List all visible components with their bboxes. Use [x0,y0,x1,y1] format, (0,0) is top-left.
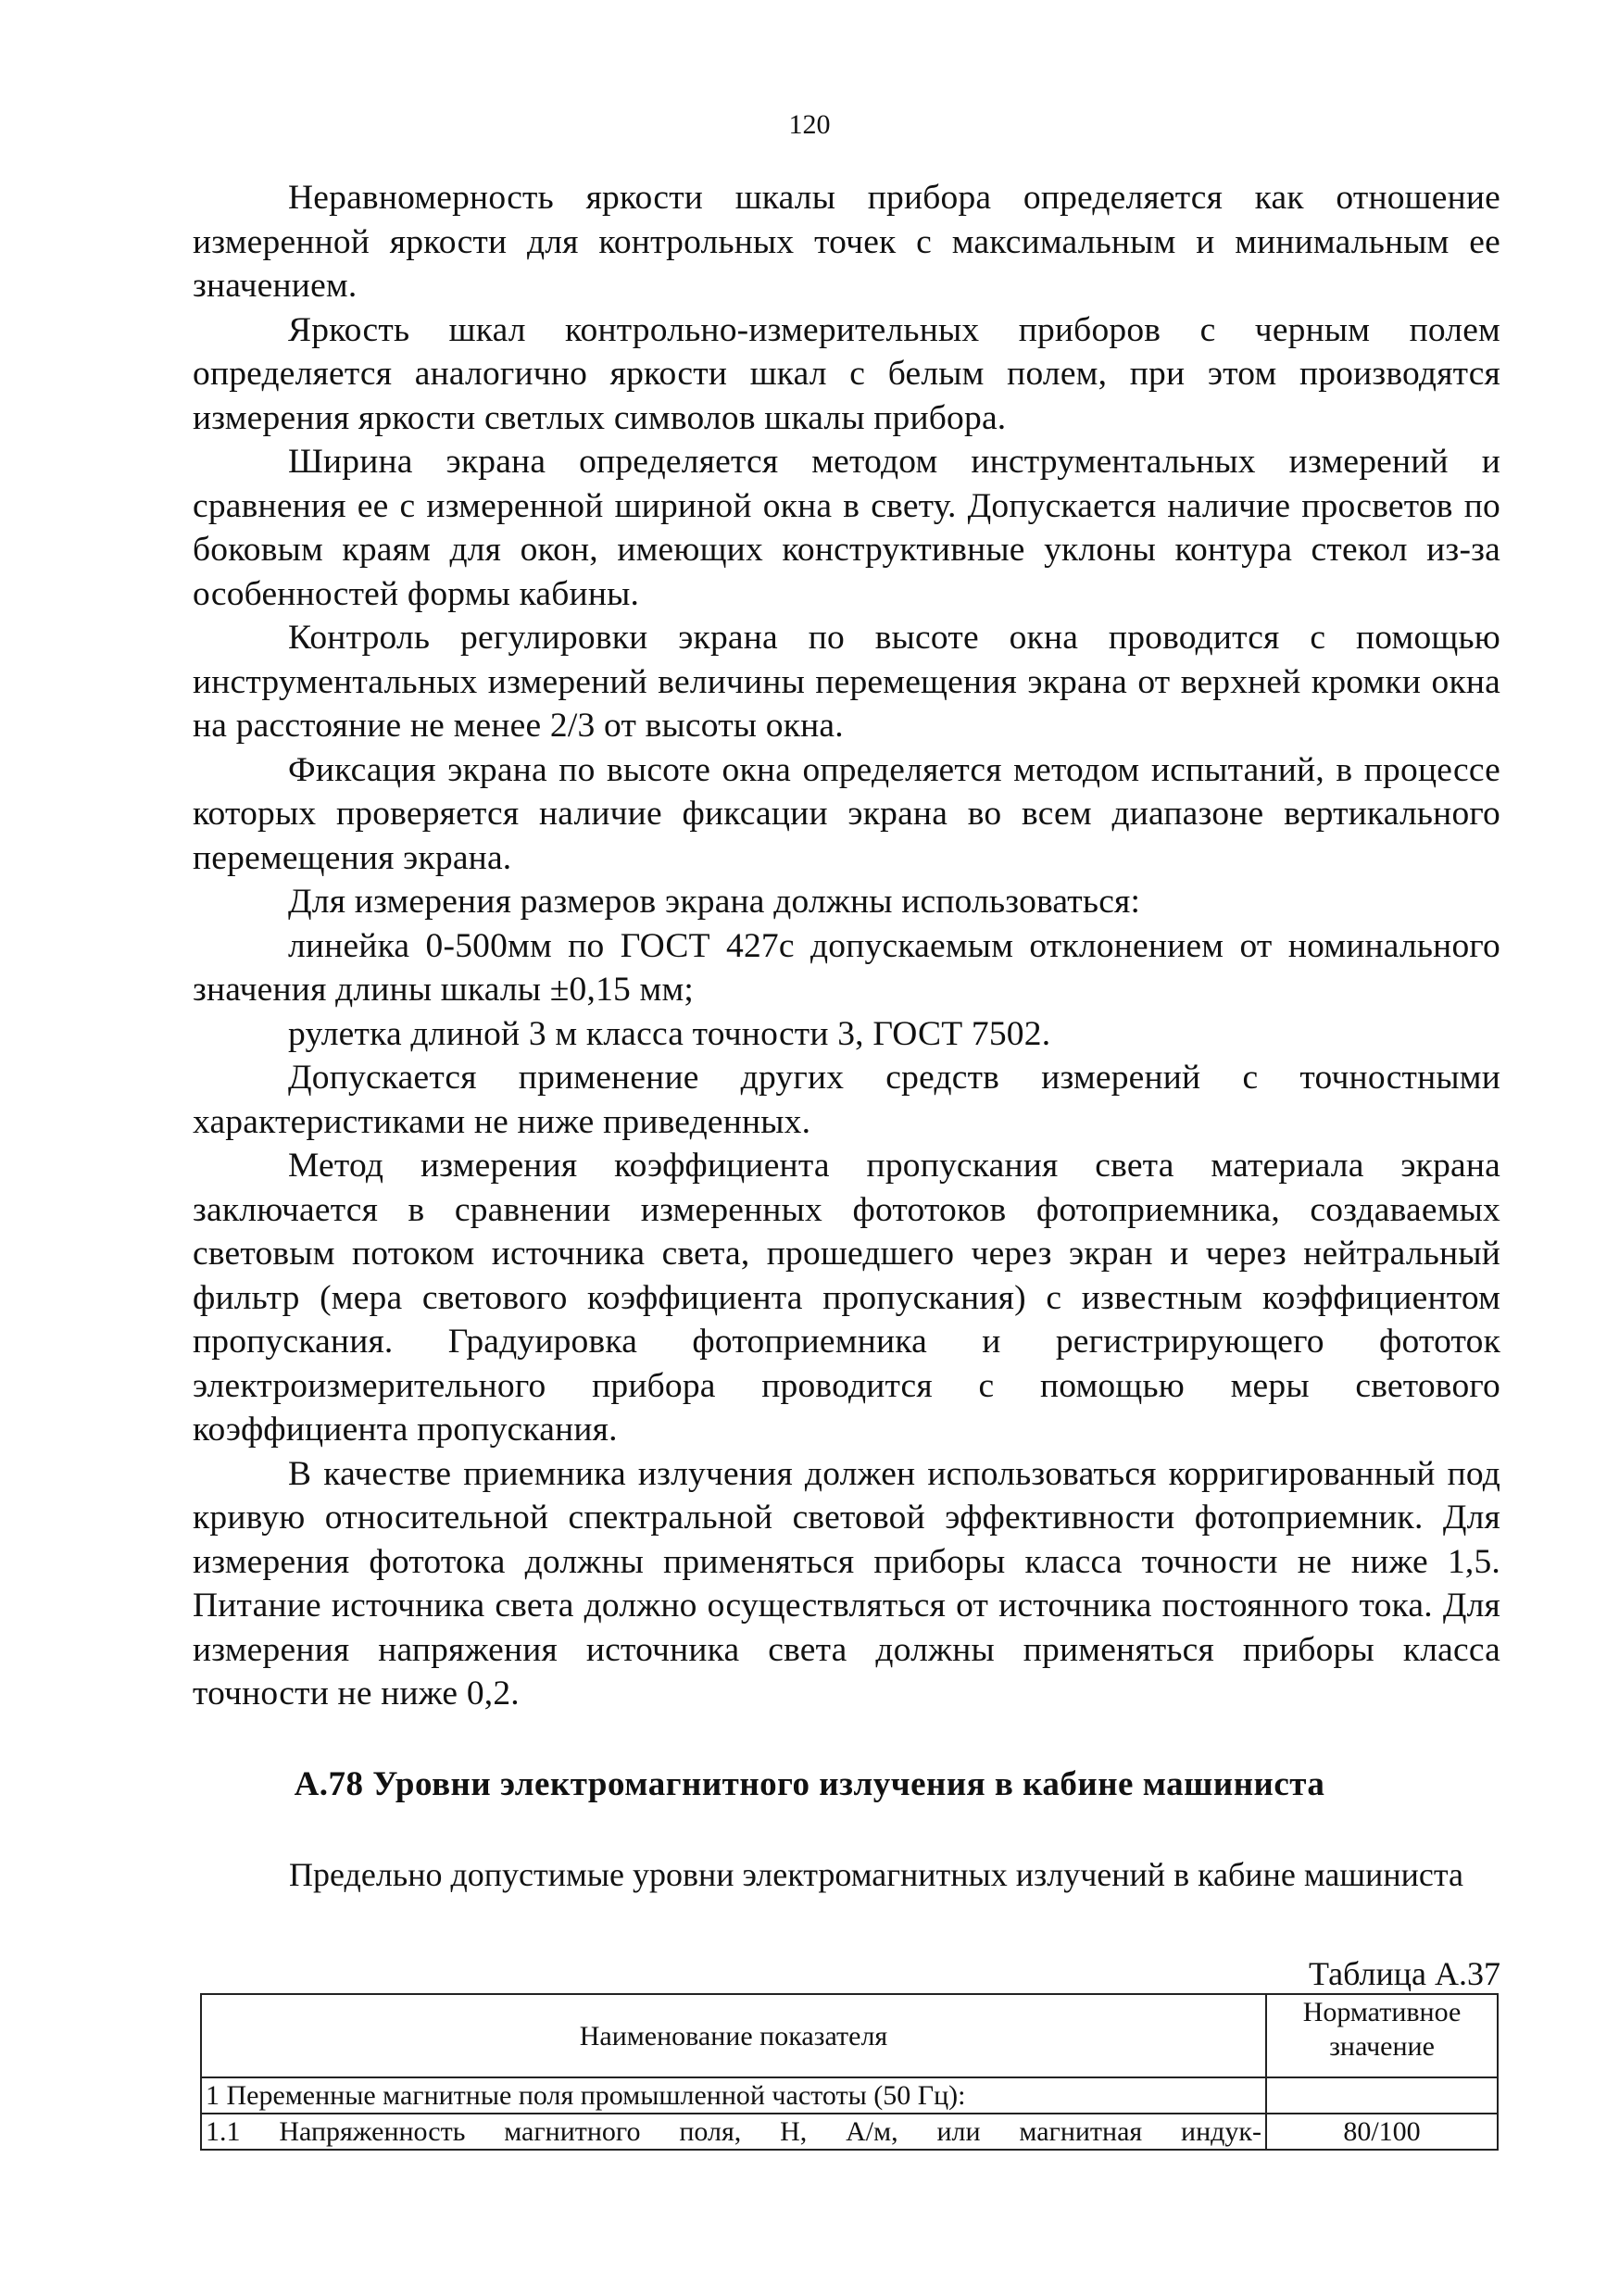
table-row [201,2114,1498,2150]
table-caption: Предельно допустимые уровни электромагнитных излучений в кабине машиниста [289,1856,1463,1893]
paragraph: рулетка длиной 3 м класса точности 3, ГОСТ 7502. [288,1014,1051,1053]
table-row [201,2077,1498,2114]
header-value-cell: Нормативное значение [1266,1994,1498,2077]
body-text [193,176,1500,1716]
paragraph: Контроль регулировки экрана по высоте окна проводится с помощью инструментальных измерений величины перемещения экрана от верхней кромки окна на расстояние не менее 2/3 от высоты окна. [193,619,1500,745]
paragraph: Метод измерения коэффициента пропускания света материала экрана заключается в сравнении измеренных фототоков фотоприемника, создаваемых световым потоком источника света, прошедшего через экран и через нейтральный фильтр (мера светового коэффициента пропускания) с известным коэффициентом пропускания. Градуировка фотоприемника и регистрирующего фототок электроизмерительного прибора проводится с помощью меры светового коэффициента пропускания. [193,1147,1500,1449]
row-name-cell: 1.1 Напряженность магнитного поля, Н, А/м, или магнитная индук- [201,2114,1266,2150]
paragraph: Яркость шкал контрольно-измерительных приборов с черным полем определяется аналогично яркости шкал с белым полем, при этом производятся измерения яркости светлых символов шкалы прибора. [193,310,1500,437]
table-header-row [201,1994,1498,2077]
paragraph: Ширина экрана определяется методом инструментальных измерений и сравнения ее с измеренной шириной окна в свету. Допускается наличие просветов по боковым краям для окон, имеющих конструктивные уклоны контура стекол из-за особенностей формы кабины. [193,443,1500,613]
paragraph: Допускается применение других средств измерений с точностными характеристиками не ниже приведенных. [193,1059,1500,1141]
table-label: Таблица А.37 [1309,1955,1500,1992]
paragraph: В качестве приемника излучения должен использоваться корригированный под кривую относительной спектральной световой эффективности фотоприемник. Для измерения фототока должны применяться приборы класса точности не ниже 1,5. Питание источника света должно осуществляться от источника постоянного тока. Для измерения напряжения источника света должны применяться приборы класса точности не ниже 0,2. [193,1454,1500,1713]
row-value-cell [1266,2077,1498,2114]
paragraph: Фиксация экрана по высоте окна определяется методом испытаний, в процессе которых проверяется наличие фиксации экрана во всем диапазоне вертикального перемещения экрана. [193,750,1500,877]
norms-table [200,1993,1499,2151]
row-value-cell: 80/100 [1266,2114,1498,2150]
paragraph: Неравномерность яркости шкалы прибора определяется как отношение измеренной яркости для контрольных точек с максимальным и минимальным ее значением. [193,179,1500,305]
section-heading: А.78 Уровни электромагнитного излучения в кабине машиниста [294,1765,1325,1803]
paragraph: Для измерения размеров экрана должны использоваться: [288,883,1141,921]
header-name-cell: Наименование показателя [201,1994,1266,2077]
row-name-cell: 1 Переменные магнитные поля промышленной частоты (50 Гц): [201,2077,1266,2114]
paragraph: линейка 0-500мм по ГОСТ 427с допускаемым отклонением от номинального значения длины шкалы ±0,15 мм; [193,926,1500,1009]
page-number: 120 [788,109,831,140]
